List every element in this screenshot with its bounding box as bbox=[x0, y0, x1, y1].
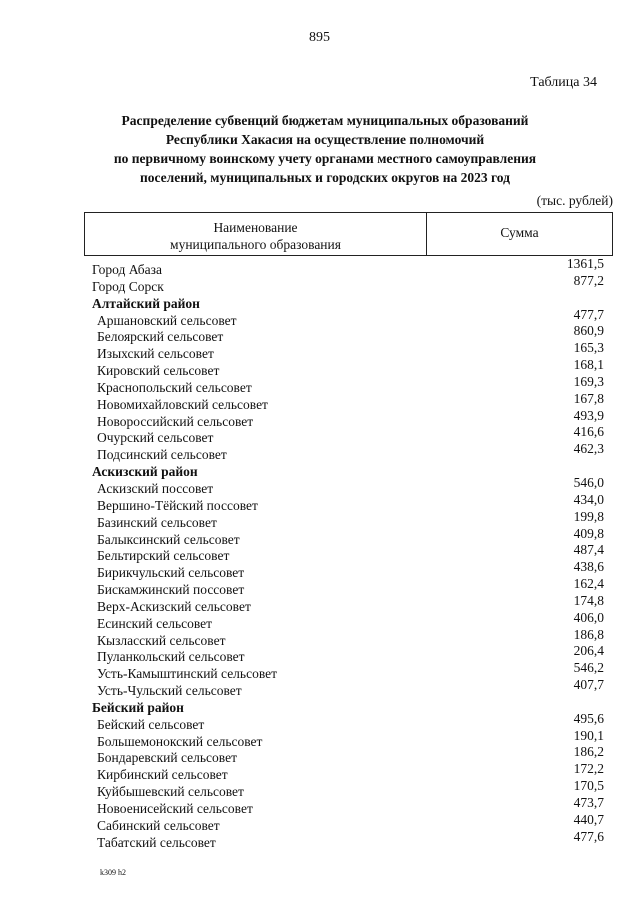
row-value: 409,8 bbox=[573, 525, 604, 541]
row-name: Усть-Камыштинский сельсовет bbox=[97, 666, 278, 682]
row-name: Город Абаза bbox=[92, 262, 162, 277]
units-label: (тыс. рублей) bbox=[536, 193, 613, 208]
row-name: Кировский сельсовет bbox=[97, 363, 220, 379]
row-value: 493,9 bbox=[573, 407, 604, 423]
table-row bbox=[0, 761, 639, 783]
header-sum-column: Сумма bbox=[500, 225, 539, 240]
table-row bbox=[0, 795, 639, 817]
table-row bbox=[0, 323, 639, 345]
row-name: Сабинский сельсовет bbox=[97, 817, 220, 833]
district-row bbox=[0, 699, 639, 716]
row-value: 165,3 bbox=[573, 340, 604, 356]
row-value: 438,6 bbox=[573, 559, 604, 575]
row-name: Новоенисейский сельсовет bbox=[97, 801, 253, 816]
row-name: Куйбышевский сельсовет bbox=[97, 784, 244, 800]
table-row bbox=[0, 828, 639, 851]
header-name-column bbox=[85, 213, 427, 255]
row-name: Очурский сельсовет bbox=[97, 430, 214, 446]
row-value: 174,8 bbox=[573, 592, 604, 608]
table-row bbox=[0, 559, 639, 581]
table-row bbox=[0, 643, 639, 665]
row-value: 406,0 bbox=[573, 609, 604, 625]
header-name-line: муниципального образования bbox=[170, 237, 341, 252]
row-name: Верх-Аскизский сельсовет bbox=[97, 598, 251, 614]
district-row bbox=[0, 295, 639, 312]
header-name-line: Наименование bbox=[213, 220, 298, 235]
row-name: Город Сорск bbox=[92, 278, 164, 294]
row-name: Белоярский сельсовет bbox=[97, 329, 224, 345]
table-row bbox=[0, 727, 639, 750]
row-value: 473,7 bbox=[573, 795, 604, 810]
row-value: 186,8 bbox=[573, 626, 604, 642]
table-row bbox=[0, 306, 639, 329]
row-value: 170,5 bbox=[573, 778, 604, 794]
table-row bbox=[0, 542, 639, 564]
table-row bbox=[0, 424, 639, 446]
table-row bbox=[0, 710, 639, 733]
table-row bbox=[0, 609, 639, 632]
row-name: Бондаревский сельсовет bbox=[97, 750, 237, 766]
table-row bbox=[0, 357, 639, 379]
table-row bbox=[0, 256, 639, 278]
row-value: 546,0 bbox=[573, 474, 604, 490]
row-value: 462,3 bbox=[573, 441, 604, 457]
table-row bbox=[0, 474, 639, 497]
row-name: Пуланкольский сельсовет bbox=[97, 649, 245, 665]
row-value: 199,8 bbox=[573, 508, 604, 524]
table-row bbox=[0, 525, 639, 548]
row-value: 172,2 bbox=[573, 761, 604, 777]
row-value: 495,6 bbox=[573, 710, 604, 726]
row-name: Новомихайловский сельсовет bbox=[97, 396, 268, 412]
footer-code: k309 h2 bbox=[100, 868, 126, 877]
row-name: Усть-Чульский сельсовет bbox=[97, 683, 242, 699]
table-row bbox=[0, 272, 639, 295]
row-name: Большемонокский сельсовет bbox=[97, 733, 263, 749]
row-value: 434,0 bbox=[573, 491, 604, 507]
row-name: Подсинский сельсовет bbox=[97, 447, 227, 463]
row-name: Бельтирский сельсовет bbox=[97, 548, 230, 564]
row-name: Балыксинский сельсовет bbox=[97, 531, 240, 547]
table-row bbox=[0, 778, 639, 800]
table-row bbox=[0, 677, 639, 699]
table-row bbox=[0, 491, 639, 514]
district-row bbox=[0, 463, 639, 480]
row-name: Кирбинский сельсовет bbox=[97, 767, 228, 783]
table-row bbox=[0, 340, 639, 362]
row-name: Краснопольский сельсовет bbox=[97, 379, 252, 395]
row-value: 860,9 bbox=[573, 323, 604, 339]
table-label: Таблица 34 bbox=[530, 75, 597, 90]
row-name: Кызласский сельсовет bbox=[97, 632, 226, 648]
table-row bbox=[0, 592, 639, 615]
title-line: по первичному воинскому учету органами местного самоуправления bbox=[113, 151, 537, 166]
row-value: 440,7 bbox=[573, 811, 604, 827]
row-value: 877,2 bbox=[573, 272, 604, 288]
row-value: 168,1 bbox=[573, 357, 604, 373]
document-title bbox=[80, 111, 570, 187]
table-row bbox=[0, 660, 639, 682]
table-row bbox=[0, 811, 639, 834]
row-value: 167,8 bbox=[573, 390, 604, 406]
title-line: Республики Хакасия на осуществление полномочий bbox=[165, 132, 485, 147]
row-name: Бейский сельсовет bbox=[97, 716, 205, 732]
row-name: Новороссийский сельсовет bbox=[97, 413, 254, 429]
row-value: 186,2 bbox=[573, 744, 604, 760]
table-row bbox=[0, 576, 639, 598]
row-name: Аршановский сельсовет bbox=[97, 312, 237, 328]
title-line: Распределение субвенций бюджетам муниципальных образований bbox=[121, 113, 529, 128]
row-name: Базинский сельсовет bbox=[97, 514, 217, 530]
row-name: Изыхский сельсовет bbox=[97, 346, 214, 362]
row-name: Есинский сельсовет bbox=[97, 615, 213, 631]
row-value: 546,2 bbox=[573, 660, 604, 676]
title-line: поселений, муниципальных и городских округов на 2023 год bbox=[139, 170, 510, 185]
table-header bbox=[84, 212, 613, 256]
row-value: 407,7 bbox=[573, 677, 604, 693]
table-row bbox=[0, 626, 639, 649]
row-name: Бейский район bbox=[92, 699, 184, 715]
row-name: Аскизский поссовет bbox=[97, 480, 214, 496]
row-value: 487,4 bbox=[573, 542, 604, 558]
row-name: Табатский сельсовет bbox=[97, 834, 216, 850]
table-row bbox=[0, 373, 639, 396]
row-value: 206,4 bbox=[573, 643, 604, 659]
row-value: 190,1 bbox=[573, 727, 604, 743]
row-value: 1361,5 bbox=[566, 256, 604, 271]
row-name: Алтайский район bbox=[92, 295, 200, 311]
row-name: Аскизский район bbox=[92, 464, 198, 480]
table-body bbox=[0, 256, 639, 851]
row-value: 169,3 bbox=[573, 373, 604, 389]
row-name: Вершино-Тёйский поссовет bbox=[97, 497, 258, 513]
table-row bbox=[0, 390, 639, 413]
page-number: 895 bbox=[309, 30, 330, 45]
row-value: 162,4 bbox=[573, 576, 604, 592]
row-value: 477,6 bbox=[573, 828, 604, 844]
row-value: 416,6 bbox=[573, 424, 604, 440]
row-name: Бирикчульский сельсовет bbox=[97, 565, 245, 581]
table-row bbox=[0, 744, 639, 766]
row-value: 477,7 bbox=[573, 306, 604, 322]
table-row bbox=[0, 508, 639, 531]
table-row bbox=[0, 441, 639, 463]
row-name: Бискамжинский поссовет bbox=[97, 582, 245, 598]
table-row bbox=[0, 407, 639, 430]
